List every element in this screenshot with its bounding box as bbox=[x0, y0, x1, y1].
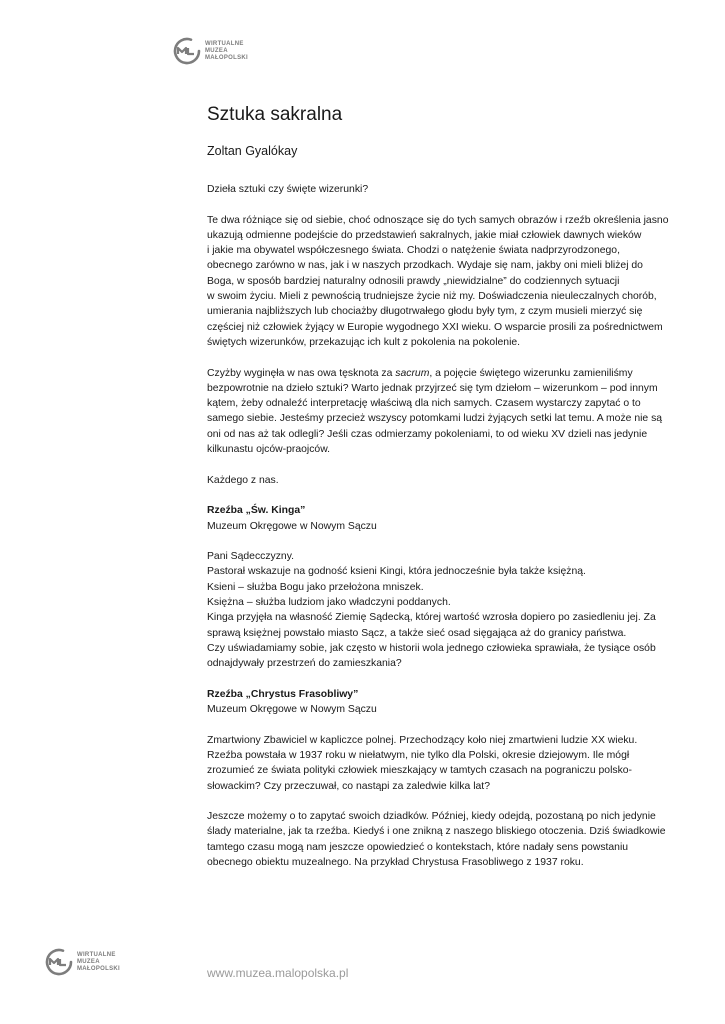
logo-wordmark bbox=[77, 952, 120, 973]
museum-name: Muzeum Okręgowe w Nowym Sączu bbox=[207, 520, 377, 532]
text-line: Ksieni – służba Bogu jako przełożona mniszek. bbox=[207, 581, 424, 593]
logo-line: MAŁOPOLSKI bbox=[205, 54, 248, 61]
text-line: Pastorał wskazuje na godność ksieni Kingi, która jednocześnie była także księżną. bbox=[207, 566, 586, 578]
text-line: Te dwa różniące się od siebie, choć odnoszące się do tych samych obrazów i rzeźb określenia jasno bbox=[207, 214, 669, 226]
text-line: świętych wizerunków, przekazując ich kult z pokolenia na pokolenie. bbox=[207, 336, 521, 348]
museum-logo-icon bbox=[172, 36, 202, 66]
text-line: Zmartwiony Zbawiciel w kapliczce polnej. Przechodzący koło niej zmartwieni ludzie XX wieku. bbox=[207, 734, 638, 746]
museum-name: Muzeum Okręgowe w Nowym Sączu bbox=[207, 704, 377, 716]
text-run: Czyżby wyginęła w nas owa tęsknota za bbox=[207, 367, 396, 379]
logo-line: MAŁOPOLSKI bbox=[77, 965, 120, 972]
document-title: Sztuka sakralna bbox=[207, 104, 343, 125]
author-name: Zoltan Gyalókay bbox=[207, 144, 298, 158]
logo-line: WIRTUALNE bbox=[205, 40, 244, 47]
logo-wordmark bbox=[205, 41, 248, 62]
text-line: Kinga przyjęła na własność Ziemię Sądecką, której wartość wzrosła dopiero po zasiedleniu jej. Za bbox=[207, 612, 656, 624]
text-line: samego siebie. Jesteśmy przecież wszyscy potomkami ludzi żyjących setki lat temu. A może nie są bbox=[207, 413, 663, 425]
text-line: odnajdywały przestrzeń do zamieszkania? bbox=[207, 658, 402, 670]
text-line: oni od nas aż tak odlegli? Jeśli czas odmierzamy pokoleniami, to od wieku XV dzieli nas jedynie bbox=[207, 428, 648, 440]
section-sw-kinga-text bbox=[207, 549, 697, 671]
italic-term: sacrum bbox=[395, 367, 430, 379]
text-line: sprawą księżnej powstało miasto Sącz, a także sieć osad sięgająca aż do granicy państwa. bbox=[207, 627, 627, 639]
text-line: ukazują odmienne podejście do przedstawień sakralnych, jakie miał człowiek dawnych wieków bbox=[207, 229, 642, 241]
text-line bbox=[207, 366, 697, 381]
logo-line: WIRTUALNE bbox=[77, 951, 116, 958]
text-line: i jakie ma obywatel współczesnego świata. Chodzi o natężenie świata nadprzyrodzonego, bbox=[207, 245, 620, 257]
text-line: częściej niż człowiek żyjący w Europie wygodnego XXI wieku. O wsparcie prosili za pośrednictwem bbox=[207, 321, 663, 333]
section-heading: Rzeźba „Chrystus Frasobliwy” bbox=[207, 688, 359, 700]
text-line: słowackim? Czy przeczuwał, co nastąpi za zaledwie kilka lat? bbox=[207, 780, 490, 792]
text-line: w swoim życiu. Mieli z pewnością trudniejsze życie niż my. Doświadczenia nieuleczalnych chorób, bbox=[207, 291, 657, 303]
text-run: , a pojęcie świętego wizerunku zamieniliśmy bbox=[429, 367, 633, 379]
text-line: obecnego obiektu muzealnego. Na przykład Chrystusa Frasobliwego z 1937 roku. bbox=[207, 857, 584, 869]
text-line: umierania najbliższych lub chociażby długotrwałego głodu były tym, z czym musieli mierzyć się bbox=[207, 306, 643, 318]
text-line: zrozumieć ze świata polityki człowiek mieszkający w tamtych czasach na pograniczu polsko- bbox=[207, 765, 633, 777]
text-line: Rzeźba powstała w 1937 roku w niełatwym, nie tylko dla Polski, okresie dziejowym. Ile mógł bbox=[207, 749, 630, 761]
text-line: ślady materialne, jak ta rzeźba. Kiedyś i one znikną z naszego bliskiego otoczenia. Dziś świadkowie bbox=[207, 826, 666, 838]
text-line: Jeszcze możemy o to zapytać swoich dziadków. Później, kiedy odejdą, pozostaną po nich jedynie bbox=[207, 811, 656, 823]
document-body bbox=[207, 100, 697, 886]
intro-paragraph-2 bbox=[207, 366, 697, 458]
logo-line: MUZEA bbox=[205, 47, 228, 54]
text-line: tamtego czasu mogą nam jeszcze opowiedzieć o kontekstach, które nadały sens powstaniu bbox=[207, 841, 629, 853]
header-logo bbox=[172, 36, 248, 66]
text-line: kilkunastu ojców-praojców. bbox=[207, 444, 331, 456]
intro-paragraph-1 bbox=[207, 213, 697, 351]
text-line: Czy uświadamiamy sobie, jak często w historii wola jednego człowieka sprawiała, że tysiące osób bbox=[207, 642, 656, 654]
text-line: obecnego zarówno w nas, jak i w naszych przodkach. Wydaje się nam, jakby oni mieli bliżej do bbox=[207, 260, 643, 272]
section-chrystus-frasobliwy bbox=[207, 687, 697, 718]
museum-logo-icon bbox=[44, 947, 74, 977]
section-chrystus-paragraph-2 bbox=[207, 809, 697, 870]
section-sw-kinga bbox=[207, 503, 697, 534]
logo-line: MUZEA bbox=[77, 958, 100, 965]
footer-logo bbox=[44, 947, 120, 977]
section-heading: Rzeźba „Św. Kinga” bbox=[207, 505, 306, 517]
intro-paragraph-3: Każdego z nas. bbox=[207, 474, 279, 486]
footer-url[interactable]: www.muzea.malopolska.pl bbox=[207, 966, 349, 980]
text-line: bezpowrotnie na dzieło sztuki? Warto jednak przyjrzeć się tym dziełom – wizerunkom – pod innym bbox=[207, 382, 658, 394]
section-chrystus-paragraph-1 bbox=[207, 733, 697, 794]
text-line: Boga, w sposób bardziej naturalny odnosili prawdy „niewidzialne” do codziennych sytuacji bbox=[207, 275, 620, 287]
text-line: Księżna – służba ludziom jako władczyni poddanych. bbox=[207, 597, 451, 609]
text-line: kątem, żeby odnaleźć interpretację właściwą dla nich samych. Czasem wystarczy zapytać o to bbox=[207, 398, 641, 410]
text-line: Pani Sądecczyzny. bbox=[207, 551, 295, 563]
intro-question: Dzieła sztuki czy święte wizerunki? bbox=[207, 184, 369, 195]
